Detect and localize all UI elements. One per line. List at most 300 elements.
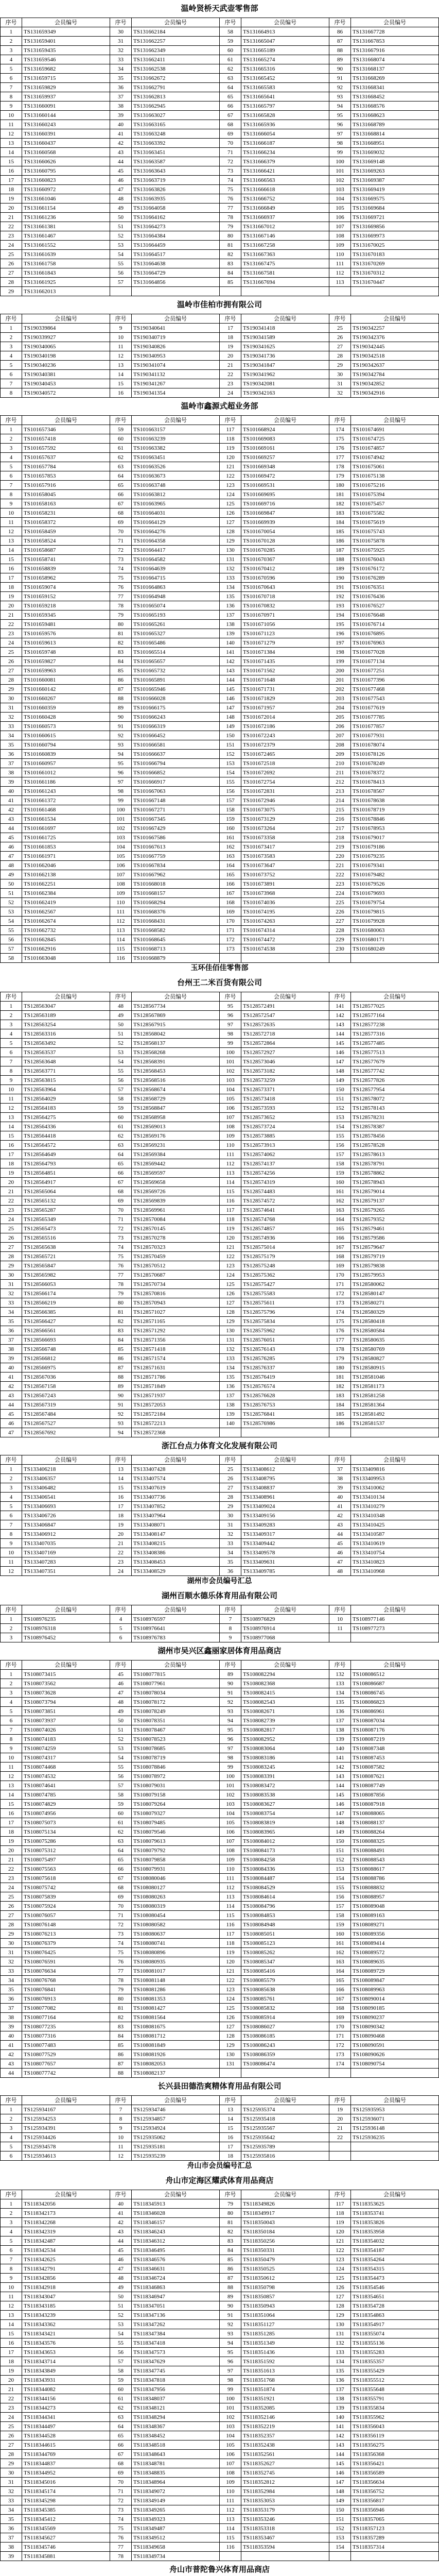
seq-cell: 17 (220, 324, 241, 333)
seq-cell: 31 (1, 2478, 22, 2487)
member-number-cell: TS101669161 (241, 444, 329, 453)
member-number-cell: TS128575583 (241, 1289, 329, 1298)
member-number-cell: TS101673583 (241, 852, 329, 861)
member-number-cell: TS101674314 (241, 926, 329, 935)
table-row (1, 1252, 439, 1261)
member-number-cell: TS101658839 (22, 564, 110, 573)
member-number-cell: TS128572053 (132, 1400, 220, 1410)
seq-cell: 53 (1, 907, 22, 917)
member-number-cell: TS101679235 (351, 852, 439, 861)
table-row (1, 1716, 439, 1725)
seq-cell: 137 (220, 1391, 241, 1400)
seq-cell: 152 (329, 2524, 351, 2533)
member-number-cell: TS108088137 (351, 1818, 439, 1827)
header-member-number: 会员编号 (22, 2096, 110, 2105)
seq-cell (329, 2552, 351, 2561)
seq-cell: 42 (110, 139, 132, 148)
table-row (1, 685, 439, 694)
member-number-cell: TS131662184 (132, 27, 220, 37)
seq-cell: 10 (110, 2133, 132, 2142)
seq-cell: 109 (220, 1131, 241, 1141)
seq-cell: 29 (1, 287, 22, 296)
seq-cell: 13 (1, 2311, 22, 2320)
member-number-cell: TS108090626 (351, 2050, 439, 2059)
seq-cell: 53 (110, 1744, 132, 1753)
seq-cell: 27 (1, 666, 22, 675)
section-title: 台州王二米百货有限公司 (177, 979, 262, 987)
table-row (1, 666, 439, 675)
table-row (1, 1865, 439, 1874)
member-number-cell: TS101662046 (22, 861, 110, 870)
member-number-cell: TS118353594 (241, 2543, 329, 2552)
member-number-cell: TS101661186 (22, 777, 110, 787)
member-number-cell: TS190341132 (132, 370, 220, 379)
seq-cell: 68 (110, 1883, 132, 1892)
seq-cell: 1 (1, 2105, 22, 2114)
seq-cell: 115 (220, 1187, 241, 1196)
member-number-cell: TS108075618 (22, 1874, 110, 1883)
table-row (1, 638, 439, 648)
seq-cell: 111 (220, 1874, 241, 1883)
member-number-cell: TS128565638 (22, 1243, 110, 1252)
member-number-cell: TS128569384 (132, 1150, 220, 1159)
member-number-cell: TS118352812 (241, 2478, 329, 2487)
seq-cell: 110 (110, 898, 132, 907)
table-row (1, 842, 439, 852)
member-number-cell (241, 1428, 329, 1437)
seq-cell: 163 (329, 1206, 351, 1215)
seq-cell: 145 (220, 685, 241, 694)
member-number-cell: TS108088543 (351, 1855, 439, 1865)
table-row (1, 1920, 439, 1929)
seq-cell: 75 (110, 2524, 132, 2533)
header-member-number: 会员编号 (22, 1660, 110, 1670)
seq-cell: 58 (220, 27, 241, 37)
member-number-cell: TS131663165 (132, 120, 220, 129)
member-number-cell (241, 2552, 329, 2561)
member-number-cell (351, 2142, 439, 2151)
member-number-cell: TS128564917 (22, 1178, 110, 1187)
header-member-number: 会员编号 (351, 416, 439, 425)
seq-cell: 39 (1, 1354, 22, 1363)
member-number-cell: TS108085347 (241, 1957, 329, 1967)
member-number-cell: TS131661467 (22, 231, 110, 241)
member-number-cell: TS131659546 (22, 55, 110, 64)
table-row (1, 1976, 439, 1985)
member-number-cell: TS131659435 (22, 46, 110, 55)
member-number-cell: TS128577513 (351, 1048, 439, 1057)
member-number-cell: TS101665657 (132, 657, 220, 666)
member-number-cell: TS108074026 (22, 1725, 110, 1735)
table-row (1, 1948, 439, 1957)
member-number-cell: TS101666452 (132, 731, 220, 740)
member-number-cell: TS128568453 (132, 1066, 220, 1076)
seq-cell: 67 (110, 2450, 132, 2459)
member-number-cell: TS108083754 (241, 1809, 329, 1818)
seq-cell: 6 (1, 1048, 22, 1057)
seq-cell: 49 (110, 1011, 132, 1020)
seq-cell: 31 (1, 1948, 22, 1957)
seq-cell: 100 (220, 2394, 241, 2403)
member-number-cell: TS108976783 (132, 1633, 220, 1642)
table-row (1, 1335, 439, 1345)
seq-cell: 102 (329, 176, 351, 185)
member-number-cell: TS108089414 (351, 1939, 439, 1948)
table-row (1, 2041, 439, 2050)
member-number-cell: TS118348781 (132, 2459, 220, 2468)
seq-cell: 11 (110, 342, 132, 351)
seq-cell: 46 (110, 176, 132, 185)
member-number-cell: TS131670183 (351, 250, 439, 259)
member-number-cell: TS108076148 (22, 1920, 110, 1929)
seq-cell: 33 (1, 2496, 22, 2505)
member-number-cell: TS101674538 (241, 944, 329, 954)
seq-cell: 8 (110, 2114, 132, 2124)
seq-cell: 109 (220, 1855, 241, 1865)
seq-cell: 25 (329, 324, 351, 333)
seq-cell: 82 (220, 2227, 241, 2236)
seq-cell: 18 (1, 583, 22, 592)
member-number-cell: TS190342376 (351, 333, 439, 342)
seq-cell: 31 (1, 1280, 22, 1289)
table-row (1, 1215, 439, 1224)
seq-cell: 16 (1, 1141, 22, 1150)
seq-cell: 43 (1, 2059, 22, 2069)
seq-cell (220, 2069, 241, 2078)
member-number-cell: TS131659937 (22, 92, 110, 101)
member-number-cell: TS101678846 (351, 815, 439, 824)
member-number-cell: TS101661697 (22, 824, 110, 833)
member-number-cell: TS101666243 (132, 713, 220, 722)
seq-cell: 119 (329, 2218, 351, 2227)
member-number-cell: TS108086474 (241, 2059, 329, 2069)
member-number-cell: TS118350943 (241, 2301, 329, 2311)
member-number-cell: TS118350256 (241, 2236, 329, 2246)
seq-cell: 95 (220, 2348, 241, 2357)
seq-cell: 135 (220, 1372, 241, 1382)
member-number-cell: TS190341074 (132, 361, 220, 370)
section-title: 玉环佳佰佳零售部 (190, 964, 249, 972)
member-number-cell: TS101676172 (351, 564, 439, 573)
member-number-cell: TS131660144 (22, 111, 110, 120)
member-number-cell: TS118351874 (241, 2385, 329, 2394)
member-number-cell (132, 287, 220, 296)
seq-cell: 5 (1, 1502, 22, 1511)
header-seq: 序号 (220, 1455, 241, 1465)
member-number-cell: TS108078719 (132, 1753, 220, 1762)
member-number-cell: TS108087918 (351, 1800, 439, 1809)
seq-cell: 130 (329, 2320, 351, 2329)
seq-cell: 2 (1, 2114, 22, 2124)
member-number-cell: TS108075563 (22, 1865, 110, 1874)
seq-cell: 205 (329, 713, 351, 722)
table-row (1, 1809, 439, 1818)
table-row (1, 1967, 439, 1976)
member-number-cell: TS108081564 (132, 2013, 220, 2022)
member-number-cell: TS128566561 (22, 1326, 110, 1335)
member-number-cell: TS101662567 (22, 907, 110, 917)
member-number-cell: TS128578456 (351, 1131, 439, 1141)
header-member-number: 会员编号 (241, 1605, 329, 1615)
member-number-cell: TS118349323 (132, 2515, 220, 2524)
member-number-cell: TS108084012 (241, 1837, 329, 1846)
member-number-cell: TS128575611 (241, 1298, 329, 1308)
member-number-cell: TS101680063 (351, 926, 439, 935)
seq-cell: 131 (220, 555, 241, 564)
seq-cell: 28 (1, 2450, 22, 2459)
seq-cell: 113 (329, 278, 351, 287)
member-number-cell: TS101670596 (241, 573, 329, 583)
member-number-cell: TS128571292 (132, 1326, 220, 1335)
member-number-cell: TS125935816 (241, 2151, 329, 2161)
member-number-cell: TS101663048 (22, 954, 110, 963)
table-row (1, 2329, 439, 2338)
seq-cell: 48 (110, 2274, 132, 2283)
header-member-number: 会员编号 (241, 416, 329, 425)
seq-cell: 154 (329, 1874, 351, 1883)
member-table (0, 992, 439, 1437)
member-number-cell: TS128574572 (241, 1196, 329, 1206)
member-number-cell: TS118354032 (351, 2236, 439, 2246)
table-row (1, 2431, 439, 2441)
seq-cell: 35 (1, 740, 22, 750)
seq-cell: 8 (1, 2264, 22, 2274)
seq-cell: 6 (110, 1633, 132, 1642)
seq-cell: 136 (329, 1707, 351, 1716)
seq-cell: 116 (220, 1196, 241, 1206)
seq-cell: 54 (110, 2329, 132, 2338)
table-row (1, 1530, 439, 1539)
member-number-cell: TS131667258 (241, 241, 329, 250)
table-row (1, 111, 439, 120)
seq-cell: 97 (220, 1744, 241, 1753)
seq-cell: 59 (110, 1800, 132, 1809)
member-number-cell: TS118347136 (132, 2311, 220, 2320)
seq-cell: 56 (110, 268, 132, 278)
member-number-cell: TS131667012 (241, 222, 329, 231)
seq-cell: 1 (1, 1002, 22, 1011)
table-row (1, 1762, 439, 1772)
member-number-cell: TS131669419 (351, 185, 439, 194)
seq-cell: 29 (220, 1502, 241, 1511)
table-row (1, 944, 439, 954)
seq-cell: 37 (110, 92, 132, 101)
seq-cell: 111 (220, 1150, 241, 1159)
seq-cell: 11 (1, 120, 22, 129)
seq-cell: 38 (1, 1345, 22, 1354)
member-number-cell: TS125934613 (22, 2151, 110, 2161)
seq-cell: 14 (1, 1790, 22, 1800)
table-row (1, 444, 439, 453)
seq-cell: 89 (220, 1670, 241, 1679)
header-member-number: 会员编号 (132, 992, 220, 1002)
seq-cell: 39 (1, 777, 22, 787)
member-number-cell: TS118354473 (351, 2274, 439, 2283)
member-number-cell: TS101671279 (241, 638, 329, 648)
table-row (1, 1624, 439, 1633)
member-number-cell: TS108078034 (132, 1688, 220, 1698)
table-row (1, 213, 439, 222)
member-number-cell: TS101662674 (22, 917, 110, 926)
seq-cell: 85 (110, 1345, 132, 1354)
member-number-cell: TS101668431 (132, 917, 220, 926)
member-number-cell: TS108079485 (132, 1818, 220, 1827)
table-row (1, 740, 439, 750)
seq-cell: 41 (110, 129, 132, 139)
table-row (1, 731, 439, 740)
seq-cell: 213 (329, 787, 351, 796)
member-number-cell: TS133406357 (22, 1474, 110, 1483)
seq-cell: 16 (1, 166, 22, 176)
seq-cell: 10 (329, 1615, 351, 1624)
table-row (1, 120, 439, 129)
member-number-cell: TS101659481 (22, 620, 110, 629)
member-number-cell: TS128564418 (22, 1131, 110, 1141)
seq-cell: 130 (220, 1326, 241, 1335)
member-number-cell: TS101660794 (22, 740, 110, 750)
member-number-cell: TS125934253 (22, 2114, 110, 2124)
seq-cell: 81 (220, 241, 241, 250)
seq-cell: 11 (1, 1762, 22, 1772)
seq-cell: 86 (110, 2050, 132, 2059)
member-number-cell: TS108088491 (351, 1846, 439, 1855)
table-row (1, 1261, 439, 1270)
member-number-cell: TS101664948 (132, 592, 220, 601)
header-member-number: 会员编号 (22, 18, 110, 27)
member-number-cell: TS101667148 (132, 796, 220, 805)
member-number-cell: TS101674691 (351, 425, 439, 434)
seq-cell: 91 (110, 1400, 132, 1410)
member-number-cell: TS101668713 (132, 944, 220, 954)
member-number-cell: TS108079792 (132, 1846, 220, 1855)
member-number-cell: TS128569176 (132, 1131, 220, 1141)
member-number-cell: TS108082543 (241, 1698, 329, 1707)
member-number-cell: TS101666028 (132, 694, 220, 703)
member-number-cell: TS190342518 (351, 351, 439, 361)
member-number-cell: TS101658962 (22, 573, 110, 583)
member-number-cell: TS118354315 (351, 2264, 439, 2274)
header-member-number: 会员编号 (132, 18, 220, 27)
table-row (1, 1326, 439, 1335)
member-number-cell: TS108083245 (241, 1762, 329, 1772)
member-number-cell: TS108976235 (22, 1615, 110, 1624)
member-number-cell: TS101658163 (22, 499, 110, 509)
member-number-cell: TS118356752 (351, 2487, 439, 2496)
seq-cell: 40 (1, 1363, 22, 1372)
seq-cell: 62 (110, 2403, 132, 2413)
seq-cell: 146 (329, 1048, 351, 1057)
member-number-cell: TS118350331 (241, 2246, 329, 2255)
seq-cell: 18 (220, 2151, 241, 2161)
member-number-cell: TS108087621 (351, 1772, 439, 1781)
seq-cell: 46 (110, 1679, 132, 1688)
seq-cell: 90 (110, 1391, 132, 1400)
seq-cell: 39 (110, 111, 132, 120)
seq-cell: 187 (329, 546, 351, 555)
seq-cell: 55 (110, 2338, 132, 2348)
member-number-cell: TS101662384 (22, 889, 110, 898)
table-row (1, 861, 439, 870)
seq-cell: 9 (1, 1744, 22, 1753)
seq-cell: 8 (1, 388, 22, 398)
member-number-cell: TS101673075 (241, 805, 329, 815)
seq-cell: 74 (110, 564, 132, 573)
member-number-cell: TS108080896 (132, 1948, 220, 1957)
seq-cell: 38 (1, 768, 22, 777)
table-row (1, 204, 439, 213)
member-number-cell: TS128564572 (22, 1141, 110, 1150)
member-number-cell: TS118345627 (22, 2533, 110, 2543)
member-number-cell: TS101657592 (22, 444, 110, 453)
seq-cell: 94 (220, 2338, 241, 2348)
member-number-cell: TS101679754 (351, 898, 439, 907)
member-number-cell: TS108088264 (351, 1827, 439, 1837)
seq-cell: 77 (110, 1270, 132, 1280)
seq-cell: 100 (329, 157, 351, 166)
seq-cell: 144 (220, 675, 241, 685)
member-number-cell: TS128575427 (241, 1280, 329, 1289)
member-number-cell: TS101669472 (241, 471, 329, 481)
seq-cell: 5 (110, 1624, 132, 1633)
member-number-cell: TS108073794 (22, 1698, 110, 1707)
member-number-cell: TS133409156 (241, 1511, 329, 1520)
table-row (1, 2505, 439, 2515)
seq-cell: 70 (110, 527, 132, 536)
seq-cell: 70 (220, 139, 241, 148)
table-row (1, 1308, 439, 1317)
seq-cell: 118 (220, 434, 241, 444)
member-number-cell: TS118348518 (132, 2441, 220, 2450)
seq-cell: 80 (220, 2209, 241, 2218)
table-row (1, 1567, 439, 1576)
header-row (1, 992, 439, 1002)
member-number-cell: TS108085832 (241, 2004, 329, 2013)
header-seq: 序号 (1, 18, 22, 27)
seq-cell: 101 (329, 166, 351, 176)
member-number-cell: TS101662138 (22, 870, 110, 879)
member-number-cell: TS101664031 (132, 509, 220, 518)
seq-cell: 44 (329, 1530, 351, 1539)
seq-cell: 61 (110, 1122, 132, 1131)
member-number-cell (241, 2069, 329, 2078)
member-number-cell: TS101659748 (22, 648, 110, 657)
member-number-cell: TS131660091 (22, 101, 110, 111)
member-number-cell: TS128572864 (241, 1039, 329, 1048)
seq-cell: 68 (110, 509, 132, 518)
table-row (1, 824, 439, 833)
table-row (1, 462, 439, 471)
seq-cell: 110 (220, 1141, 241, 1150)
member-number-cell: TS131662013 (22, 287, 110, 296)
seq-cell: 75 (110, 1252, 132, 1261)
seq-cell: 87 (110, 685, 132, 694)
table-row (1, 1698, 439, 1707)
member-number-cell: TS108088786 (351, 1874, 439, 1883)
seq-cell: 89 (110, 1382, 132, 1391)
seq-cell: 4 (1, 55, 22, 64)
member-number-cell: TS101675216 (351, 481, 439, 490)
table-row (1, 241, 439, 250)
member-number-cell: TS108081849 (132, 2041, 220, 2050)
member-number-cell: TS131669973 (351, 231, 439, 241)
seq-cell: 9 (1, 1076, 22, 1085)
member-number-cell: TS131664058 (132, 204, 220, 213)
member-number-cell: TS131665583 (241, 83, 329, 92)
seq-cell: 226 (329, 907, 351, 917)
member-number-cell: TS108079327 (132, 1809, 220, 1818)
seq-cell: 183 (329, 1391, 351, 1400)
table-row (1, 2004, 439, 2013)
